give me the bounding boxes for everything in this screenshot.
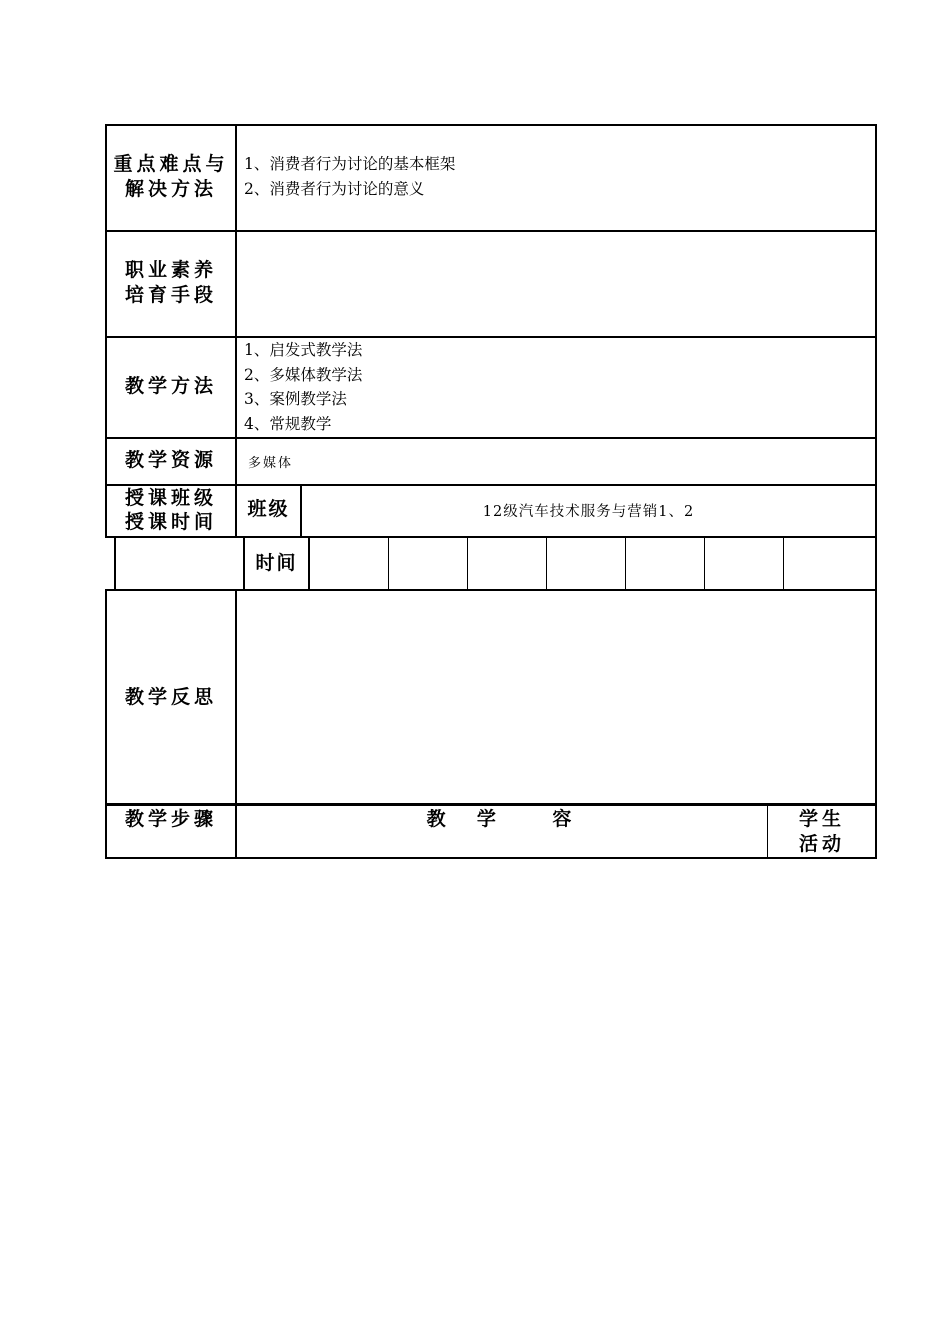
row-divider-thick: [105, 803, 877, 806]
time-cell-divider: [546, 536, 547, 590]
vocational-label: 职业素养 培育手段: [124, 259, 217, 306]
key-point-item: 1、消费者行为讨论的基本框架: [244, 155, 456, 173]
reflection-label: 教学反思: [124, 686, 217, 708]
time-cell-divider: [388, 536, 389, 590]
table-bottom-border: [105, 857, 877, 859]
method-item: 3、案例教学法: [244, 390, 347, 408]
class-label: 班级: [247, 498, 290, 520]
label-column-divider: [235, 124, 237, 537]
time-cell-divider: [783, 536, 784, 590]
methods-content: [244, 338, 864, 436]
row-divider: [105, 536, 877, 538]
time-cell-divider: [467, 536, 468, 590]
class-value: 12级汽车技术服务与营销1、2: [482, 504, 695, 520]
content-header: 教 学 容: [426, 808, 578, 830]
table-top-border: [105, 124, 877, 126]
student-activity-label: 学生 活动: [798, 808, 845, 855]
row-divider: [105, 589, 877, 591]
method-item: 2、多媒体教学法: [244, 365, 363, 384]
resources-value: 多媒体: [248, 456, 294, 471]
method-item: 1、启发式教学法: [244, 341, 363, 359]
key-point-item: 2、消费者行为讨论的意义: [244, 179, 425, 198]
steps-label: 教学步骤: [124, 808, 217, 830]
method-item: 4、常规教学: [244, 414, 332, 433]
row-divider: [105, 437, 877, 439]
resources-label: 教学资源: [124, 449, 217, 471]
table-right-border: [875, 124, 877, 859]
class-info-label: 授课班级 授课时间: [124, 487, 217, 533]
methods-label: 教学方法: [124, 375, 217, 397]
row-divider: [105, 230, 877, 232]
key-points-content: [244, 152, 864, 201]
student-activity-divider: [767, 805, 768, 858]
time-row-left-border: [114, 536, 116, 590]
time-cell-divider: [704, 536, 705, 590]
time-cell-divider: [308, 536, 310, 590]
time-cell-divider: [625, 536, 626, 590]
time-label: 时间: [255, 552, 298, 574]
key-points-label: 重点难点与 解决方法: [113, 153, 229, 200]
